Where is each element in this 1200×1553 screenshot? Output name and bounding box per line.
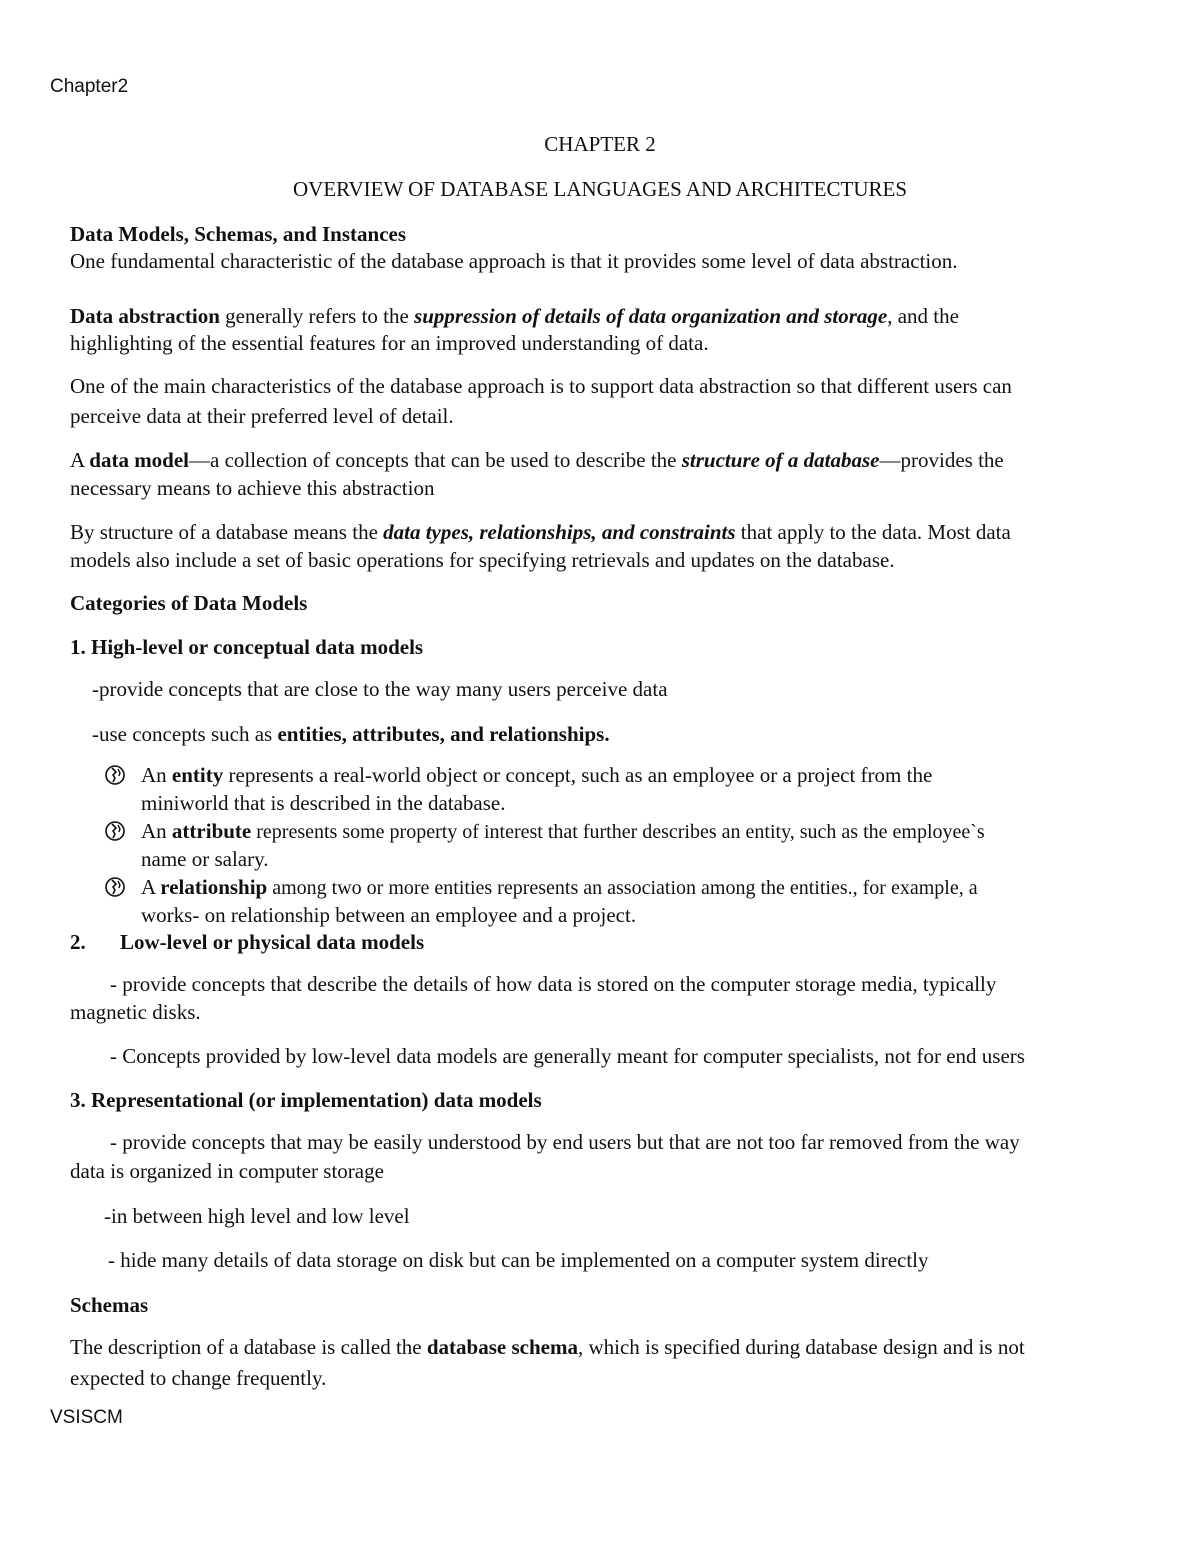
section-heading-data-models: Data Models, Schemas, and Instances — [70, 222, 407, 246]
paragraph-main-characteristics: One of the main characteristics of the database approach is to support data abstraction so that different users can — [70, 374, 1012, 398]
bullet-entity-line2: miniworld that is described in the database. — [141, 791, 506, 815]
paragraph-schema: The description of a database is called the database schema, which is specified during database design and is not — [70, 1335, 1025, 1359]
paragraph-structure: By structure of a database means the data types, relationships, and constraints that apply to the data. Most data — [70, 520, 1011, 544]
low-level-item-1: - provide concepts that describe the details of how data is stored on the computer storage media, typically — [110, 972, 997, 996]
bullet-relationship: A relationship among two or more entities represents an association among the entities., for example, a — [141, 875, 978, 899]
running-header: Chapter2 — [50, 76, 129, 97]
representational-item-3: - hide many details of data storage on disk but can be implemented on a computer system directly — [108, 1248, 929, 1272]
representational-item-1-line2: data is organized in computer storage — [70, 1159, 384, 1183]
high-level-item-2: -use concepts such as entities, attributes, and relationships. — [92, 722, 610, 746]
paragraph-data-abstraction-line2: highlighting of the essential features for an improved understanding of data. — [70, 331, 709, 355]
globe-icon — [104, 876, 126, 898]
low-level-item-2: - Concepts provided by low-level data models are generally meant for computer specialists, not for end users — [110, 1044, 1025, 1068]
section-heading-schemas: Schemas — [70, 1293, 149, 1317]
paragraph-structure-line2: models also include a set of basic operations for specifying retrievals and updates on the database. — [70, 548, 895, 572]
subheading-low-level: Low-level or physical data models — [120, 930, 425, 954]
representational-item-2: -in between high level and low level — [104, 1204, 410, 1228]
bullet-relationship-line2: works- on relationship between an employee and a project. — [141, 903, 637, 927]
section-heading-categories: Categories of Data Models — [70, 591, 308, 615]
subheading-representational: 3. Representational (or implementation) data models — [70, 1088, 542, 1112]
paragraph-schema-line2: expected to change frequently. — [70, 1366, 327, 1390]
high-level-item-1: -provide concepts that are close to the way many users perceive data — [92, 677, 668, 701]
bullet-attribute: An attribute represents some property of interest that further describes an entity, such as the employee`s — [141, 819, 985, 843]
globe-icon — [104, 820, 126, 842]
paragraph-main-characteristics-line2: perceive data at their preferred level of detail. — [70, 404, 454, 428]
paragraph-data-abstraction: Data abstraction generally refers to the suppression of details of data organization and storage, and the — [70, 304, 959, 328]
subheading-low-level-number: 2. — [70, 930, 86, 954]
globe-icon — [104, 764, 126, 786]
bullet-attribute-line2: name or salary. — [141, 847, 269, 871]
running-footer: VSISCM — [50, 1407, 123, 1428]
paragraph-fundamental: One fundamental characteristic of the database approach is that it provides some level of data abstraction. — [70, 249, 958, 273]
bullet-entity: An entity represents a real-world object or concept, such as an employee or a project from the — [141, 763, 933, 787]
subheading-high-level: 1. High-level or conceptual data models — [70, 635, 424, 659]
paragraph-data-model-line2: necessary means to achieve this abstraction — [70, 476, 435, 500]
representational-item-1: - provide concepts that may be easily understood by end users but that are not too far removed from the way — [110, 1130, 1020, 1154]
paragraph-data-model: A data model—a collection of concepts that can be used to describe the structure of a database—provides the — [70, 448, 1004, 472]
chapter-title: CHAPTER 2 — [544, 132, 656, 156]
chapter-subtitle: OVERVIEW OF DATABASE LANGUAGES AND ARCHITECTURES — [292, 177, 907, 201]
low-level-item-1-line2: magnetic disks. — [70, 1000, 201, 1024]
